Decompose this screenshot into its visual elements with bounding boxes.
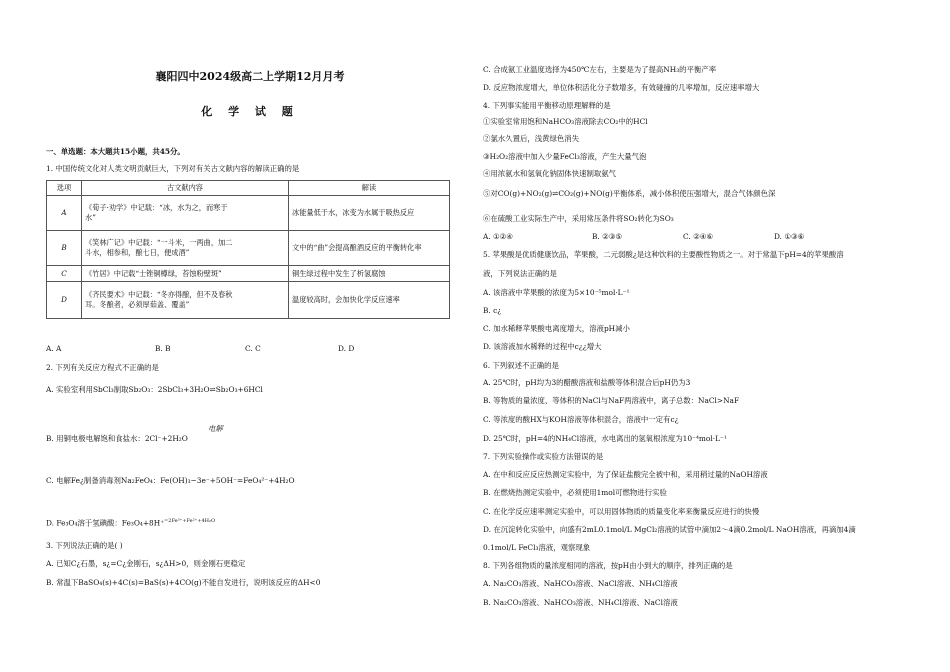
q2-option-c: C. 电解Fe¿制备消毒剂Na₂FeO₄：Fe(OH)₃−3e⁻+5OH⁻=FeO₄²⁻+4H₂O xyxy=(46,476,295,485)
q3-option-a: A. 已知C¿石墨，s¿=C¿金刚石，s¿ΔH>0，则金刚石更稳定 xyxy=(46,559,246,568)
q8-option-b: B. Na₂CO₃溶液、NaHCO₃溶液、NH₄Cl溶液、NaCl溶液 xyxy=(483,598,678,607)
q3-option-d: D. 反应物浓度增大，单位体积活化分子数增多，有效碰撞的几率增加，反应速率增大 xyxy=(483,83,760,92)
table-cell-option: B xyxy=(47,231,82,266)
q1-choice-b: B. B xyxy=(155,344,171,353)
q1-choice-a: A. A xyxy=(46,344,62,353)
q3-option-c: C. 合成氨工业温度选择为450℃左右，主要是为了提高NH₃的平衡产率 xyxy=(483,65,717,74)
q1-stem: 1. 中国传统文化对人类文明贡献巨大，下列对有关古文献内容的解读正确的是 xyxy=(46,164,300,173)
table-cell-interp: 冰能量低于水，冰变为水属于吸热反应 xyxy=(289,196,450,231)
q4-item-6: ⑥在硫酸工业实际生产中，采用常压条件将SO₂转化为SO₃ xyxy=(483,214,674,223)
q1-table xyxy=(46,180,450,319)
section-heading: 一、单选题：本大题共15小题，共45分。 xyxy=(46,147,185,156)
table-row xyxy=(47,282,450,319)
q8-stem: 8. 下列各组物质的量浓度相同的溶液，按pH由小到大的顺序，排列正确的是 xyxy=(483,561,733,570)
q5-option-c: C. 加水稀释苹果酸电离度增大，溶液pH减小 xyxy=(483,324,630,333)
q4-item-4: ④用浓氨水和氢氧化钠固体快速制取氨气 xyxy=(483,169,617,178)
q6-option-d: D. 25℃时，pH=4的NH₄Cl溶液，水电离出的氢氧根浓度为10⁻⁴mol·L⁻¹ xyxy=(483,434,727,443)
table-header-row xyxy=(47,181,450,196)
table-cell-interp: 温度较高时，会加快化学反应速率 xyxy=(289,282,450,319)
q3-option-b: B. 常温下BaSO₄(s)+4C(s)=BaS(s)+4CO(g)不能自发进行，说明该反应的ΔH<0 xyxy=(46,578,321,587)
q2-electrolysis-condition: 电解 xyxy=(208,424,223,433)
q4-item-3: ③H₂O₂溶液中加入少量FeCl₃溶液，产生大量气泡 xyxy=(483,152,647,161)
table-row xyxy=(47,196,450,231)
q7-option-b: B. 在燃烧热测定实验中，必须使用1mol可燃物进行实验 xyxy=(483,488,667,497)
exam-title: 襄阳四中2024级高二上学期12月月考 xyxy=(155,70,345,83)
q4-item-1: ①实验室常用饱和NaHCO₃溶液除去CO₂中的HCl xyxy=(483,117,648,126)
table-cell-text: 《笑林广记》中记载：“一斗米，一两曲，加二 斗水，相参和，酿七日，便成酒” xyxy=(82,231,289,266)
table-header: 选项 xyxy=(47,181,82,196)
table-cell-text: 《齐民要术》中记载：“冬亦得酿，但不及春秋 耳。冬酿者，必须厚茹盖、覆盖” xyxy=(82,282,289,319)
table-header: 解读 xyxy=(289,181,450,196)
q7-option-d-line1: D. 在沉淀转化实验中，向盛有2mL0.1mol/L MgCl₂溶液的试管中滴加2～4滴0.2mol/L NaOH溶液，再滴加4滴 xyxy=(483,525,856,534)
table-cell-text: 《竹居》中记载“士锉铜樽绿，苔蚀粉壁斑” xyxy=(82,266,289,282)
q6-option-a: A. 25℃时，pH均为3的醋酸溶液和盐酸等体积混合后pH仍为3 xyxy=(483,378,691,387)
table-cell-interp: 铜生绿过程中发生了析氢腐蚀 xyxy=(289,266,450,282)
q4-item-2: ②氯水久置后，浅黄绿色消失 xyxy=(483,134,580,143)
q6-option-c: C. 等浓度的酸HX与KOH溶液等体积混合，溶液中一定有c¿ xyxy=(483,415,679,424)
table-cell-text: 《荀子·劝学》中记载：“冰，水为之，而寒于 水” xyxy=(82,196,289,231)
q4-choice-a: A. ①②④ xyxy=(483,232,513,241)
q5-stem-line1: 5. 苹果酸是优质健康饮品，苹果酸，二元弱酸¿是这种饮料的主要酸性物质之一。对于常温下pH=4的苹果酸溶 xyxy=(483,250,844,259)
q4-item-5: ⑤对CO(g)+NO₂(g)⇌CO₂(g)+NO(g)平衡体系，减小体积使压强增大，混合气体颜色深 xyxy=(483,189,776,198)
table-cell-option: C xyxy=(47,266,82,282)
q5-option-d: D. 该溶液加水稀释的过程中c¿¿增大 xyxy=(483,342,602,351)
q4-choice-d: D. ①③⑥ xyxy=(774,232,805,241)
table-header: 古文献内容 xyxy=(82,181,289,196)
q4-stem: 4. 下列事实能用平衡移动原理解释的是 xyxy=(483,101,611,110)
q4-choice-b: B. ②③⑤ xyxy=(592,232,623,241)
q2-option-b: B. 用铜电极电解饱和食盐水：2Cl⁻+2H₂O xyxy=(46,434,188,443)
q7-stem: 7. 下列实验操作或实验方法错误的是 xyxy=(483,452,604,461)
q1-choice-d: D. D xyxy=(338,344,355,353)
table-row xyxy=(47,231,450,266)
exam-subtitle: 化 学 试 题 xyxy=(201,105,299,118)
q7-option-a: A. 在中和反应反应热测定实验中，为了保证盐酸完全被中和，采用稍过量的NaOH溶液 xyxy=(483,470,768,479)
q4-choice-c: C. ②④⑥ xyxy=(683,232,713,241)
table-cell-option: D xyxy=(47,282,82,319)
q6-option-b: B. 等物质的量浓度、等体积的NaCl与NaF两溶液中，离子总数：NaCl>NaF xyxy=(483,396,740,405)
q2-option-d: D. Fe₃O₄溶于氢碘酸：Fe₃O₄+8H⁺$^{=2Fe^{3+}+Fe^{2+}+4H_2O}$ xyxy=(46,518,216,528)
q2-stem: 2. 下列有关反应方程式不正确的是 xyxy=(46,363,159,372)
table-cell-interp: 文中的“曲”会提高酿酒反应的平衡转化率 xyxy=(289,231,450,266)
q2-option-a: A. 实验室利用SbCl₃制取Sb₂O₃：2SbCl₃+3H₂O⇌Sb₂O₃+6HCl xyxy=(46,385,263,394)
q3-stem: 3. 下列说法正确的是( ) xyxy=(46,541,123,550)
table-cell-option: A xyxy=(47,196,82,231)
q6-stem: 6. 下列叙述不正确的是 xyxy=(483,361,559,370)
table-row xyxy=(47,266,450,282)
q8-option-a: A. Na₂CO₃溶液、NaHCO₃溶液、NaCl溶液、NH₄Cl溶液 xyxy=(483,579,678,588)
q5-option-b: B. c¿ xyxy=(483,306,502,315)
q7-option-d-line2: 0.1mol/L FeCl₃溶液，观察现象 xyxy=(483,543,591,552)
q5-stem-line2: 液，下列说法正确的是 xyxy=(483,269,557,278)
q7-option-c: C. 在化学反应速率测定实验中，可以用固体物质的质量变化率来衡量反应进行的快慢 xyxy=(483,507,760,516)
q1-choice-c: C. C xyxy=(245,344,261,353)
q5-option-a: A. 该溶液中苹果酸的浓度为5×10⁻⁵mol·L⁻¹ xyxy=(483,288,630,297)
